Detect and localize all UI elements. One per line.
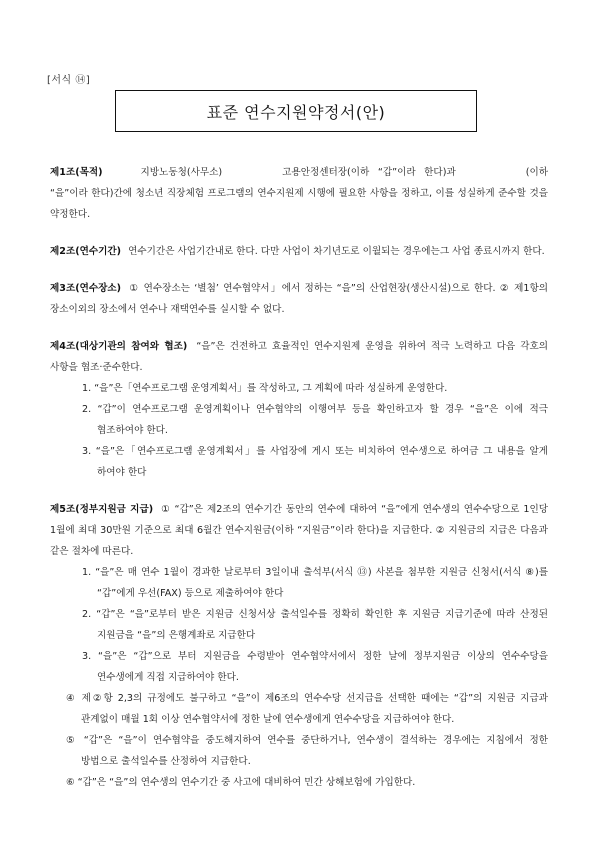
article-1 <box>50 162 548 225</box>
article-4-item-1: 1. “을”은「연수프로그램 운영계획서」를 작성하고, 그 계획에 따라 성실하게 운영한다. <box>82 383 448 394</box>
article-5-item-3: 3. “을”은 “갑”으로 부터 지원금을 수령받아 연수협약서에서 정한 날에 정부지원금 이상의 연수수당을 연수생에게 직접 지급하여야 한다. <box>82 651 548 683</box>
article-1-heading: 제1조(목적) <box>50 167 103 178</box>
article-2 <box>50 241 548 262</box>
article-4 <box>50 336 548 483</box>
article-3 <box>50 278 548 320</box>
article-1-party1: 고용안정센터장(이하 “갑”이라 한다)과 <box>282 167 456 178</box>
form-number-label: [서식 ⑭] <box>47 75 91 86</box>
article-5-body: ① “갑”은 제2조의 연수기간 동안의 연수에 대하여 “을”에게 연수생의 연수수당으로 1인당 1월에 최대 30만원 기준으로 최대 6월간 연수지원금(이하 “지원금”이라 한다)을 지급한다. ② 지원금의 지급은 다음과 같은 절차에 따른다. <box>50 504 548 557</box>
article-4-body: “을”은 건전하고 효율적인 연수지원제 운영을 위하여 적극 노력하고 다음 각호의 사항을 협조·준수한다. <box>50 341 548 373</box>
document-title: 표준 연수지원약정서(안) <box>206 102 386 122</box>
article-5-heading: 제5조(정부지원금 지급) <box>50 504 154 515</box>
article-3-heading: 제3조(연수장소) <box>50 283 122 294</box>
title-box <box>115 90 477 132</box>
article-4-item-3: 3. “을”은「연수프로그램 운영계획서」를 사업장에 게시 또는 비치하여 연수생으로 하여금 그 내용을 알게 하여야 한다 <box>82 446 548 478</box>
article-1-body: (이하 “을”이라 한다)간에 청소년 직장체험 프로그램의 연수지원제 시행에 필요한 사항을 정하고, 이를 성실하게 준수할 것을 약정한다. <box>50 167 548 220</box>
article-3-body: ① 연수장소는 ‘별첨’ 연수협약서」에서 정하는 “을”의 산업현장(생산시설)으로 한다. ② 제1항의 장소이외의 장소에서 연수나 재택연수를 실시할 수 없다. <box>50 283 548 315</box>
article-4-item-2: 2. “갑”이 연수프로그램 운영계획이나 연수협약의 이행여부 등을 확인하고자 할 경우 “을”은 이에 적극 협조하여야 한다. <box>82 404 548 436</box>
article-5-clause-4: ④ 제②항 2,3의 규정에도 불구하고 “을”이 제6조의 연수수당 선지급을 선택한 때에는 “갑”의 지원금 지급과 관계없이 매월 1회 이상 연수협약서에 정한 날에 연수생에게 연수수당을 지급하여야 한다. <box>66 693 548 725</box>
article-2-body: 연수기간은 사업기간내로 한다. 다만 사업이 차기년도로 이월되는 경우에는그 사업 종료시까지 한다. <box>128 246 545 257</box>
article-2-heading: 제2조(연수기간) <box>50 246 122 257</box>
document-body <box>50 162 548 809</box>
article-4-heading: 제4조(대상기관의 참여와 협조) <box>50 341 188 352</box>
article-5-clause-6: ⑥ “갑”은 “을”의 연수생의 연수기간 중 사고에 대비하여 민간 상해보험에 가입한다. <box>66 777 416 788</box>
article-5 <box>50 499 548 793</box>
article-5-item-2: 2. “갑”은 “을”로부터 받은 지원금 신청서상 출석일수를 정확히 확인한 후 지원금 지급기준에 따라 산정된 지원금을 “을”의 은행계좌로 지급한다 <box>82 609 548 641</box>
article-5-clause-5: ⑤ “갑”은 “을”이 연수협약을 중도해지하여 연수를 중단하거나, 연수생이 결석하는 경우에는 지침에서 정한 방법으로 출석일수를 산정하여 지급한다. <box>66 735 548 767</box>
article-1-blank-party1: 지방노동청(사무소) <box>140 167 223 178</box>
article-5-item-1: 1. “을”은 매 연수 1월이 경과한 날로부터 3일이내 출석부(서식 ⑬) 사본을 첨부한 지원금 신청서(서식 ⑧)를 “갑”에게 우선(FAX) 등으로 제출하여야 한다 <box>82 567 548 599</box>
